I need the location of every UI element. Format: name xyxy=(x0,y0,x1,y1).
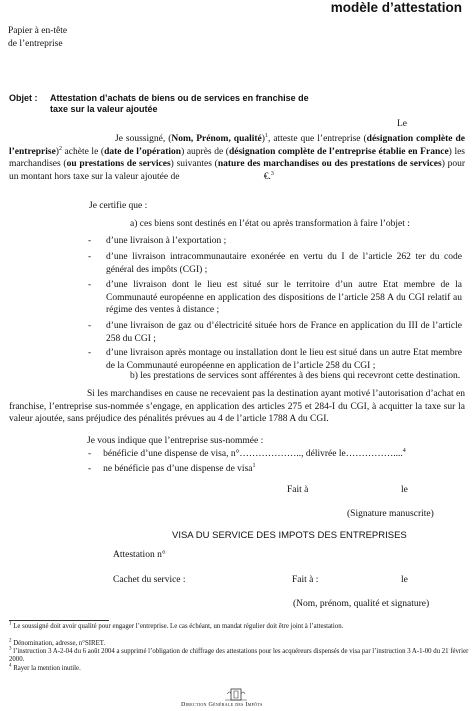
dash-bullet: - xyxy=(88,449,92,459)
item-b: b) les prestations de services sont afférentes à des biens qui recevront cette destination. xyxy=(130,371,461,381)
dgi-logo-icon xyxy=(213,686,259,702)
letterhead-placeholder xyxy=(8,25,67,51)
cachet-label: Cachet du service : xyxy=(113,575,186,585)
declaration-paragraph: Je soussigné, (Nom, Prénom, qualité)$^1$, atteste que l’entreprise (désignation complète de l’entreprise)$^2$ achète le (date de l’opération) auprès de (désignation complète de l’entreprise établie en France) les marchandises (ou prestations de services) suivantes (nature des marchandises ou des prestations de services) pour un montant hors taxe sur la valeur ajoutée de €.$^3$ xyxy=(9,132,466,182)
list-item: - d’une livraison après montage ou installation dont le lieu est situé dans un autre Etat membre de la Communauté européenne en application de l’article 258 du CGI ; xyxy=(88,348,462,371)
objet-label: Objet : xyxy=(9,93,38,103)
letterhead-line-2: de l’entreprise xyxy=(8,39,63,49)
dash-bullet: - xyxy=(88,252,92,262)
objet-text: Attestation d’achats de biens ou de services en franchise de taxe sur la valeur ajoutée xyxy=(50,93,309,114)
footnote: $^1$ Le soussigné doit avoir qualité pour engager l’entreprise. Le cas échéant, un mandat régulier doit être joint à l’attestation. xyxy=(9,621,344,630)
dash-bullet: - xyxy=(88,236,92,246)
footnote: $^3$ l’instruction 3 A-2-04 du 6 août 2004 a supprimé l’obligation de chiffrage des attestations pour les acquéreurs dispensés de visa par l’instruction 3 A-1-00 du 21 février 2000. xyxy=(9,646,469,664)
footnote: $^2$ Dénomination, adresse, n°SIRET. xyxy=(9,638,106,647)
fait-a-label: Fait à xyxy=(287,485,309,495)
item-a: a) ces biens sont destinés en l’état ou après transformation à faire l’objet : xyxy=(130,219,410,229)
indique-heading: Je vous indique que l’entreprise sus-nommée : xyxy=(87,436,264,446)
model-label: modèle d’attestation xyxy=(330,0,462,15)
letterhead-line-1: Papier à en-tête xyxy=(8,26,68,36)
le-label: le xyxy=(401,485,408,495)
name-signature-label: (Nom, prénom, qualité et signature) xyxy=(293,599,430,609)
footer-org: Direction Générale des Impôts xyxy=(181,702,263,708)
dash-bullet: - xyxy=(88,348,92,358)
footnote: $^4$ Rayer la mention inutile. xyxy=(9,663,81,672)
list-item: - d’une livraison à l’exportation ; xyxy=(88,236,227,246)
signature-label: (Signature manuscrite) xyxy=(347,509,434,519)
dash-bullet: - xyxy=(88,464,92,474)
dash-bullet: - xyxy=(88,321,92,331)
list-item: - d’une livraison intracommunautaire exonérée en vertu du I de l’article 262 ter du code général des impôts (CGI) ; xyxy=(88,252,462,275)
option-dispense-visa[interactable]: - bénéficie d’une dispense de visa, n°……………….., délivrée le……………....$^4$ xyxy=(88,447,406,459)
list-item: - d’une livraison dont le lieu est situé sur le territoire d’un autre Etat membre de la Communauté européenne en application des dispositions de l’article 258 A du CGI relatif au régime des ventes à distance ; xyxy=(88,280,462,315)
date-le: Le xyxy=(397,119,408,129)
fait-a-label-2: Fait à : xyxy=(292,575,319,585)
footnote-divider xyxy=(9,620,109,621)
dash-bullet: - xyxy=(88,280,92,290)
visa-title: VISA DU SERVICE DES IMPOTS DES ENTREPRISES xyxy=(172,530,407,541)
le-label-2: le xyxy=(401,575,408,585)
option-sans-dispense[interactable]: - ne bénéficie pas d’une dispense de visa$^1$ xyxy=(88,462,256,474)
certifie-heading: Je certifie que : xyxy=(89,201,148,211)
attestation-number-label: Attestation n° xyxy=(113,550,166,560)
engagement-paragraph: Si les marchandises en cause ne recevaient pas la destination ayant motivé l’autorisation d’achat en franchise, l’entreprise sus-nommée s’engage, en application des articles 275 et 284-I du CGI, à acquitter la taxe sur la valeur ajoutée, sans préjudice des pénalités prévues au 4 de l’article 1788 A du CGI. xyxy=(9,389,465,424)
list-item: - d’une livraison de gaz ou d’électricité située hors de France en application du III de l’article 258 du CGI ; xyxy=(88,321,462,344)
